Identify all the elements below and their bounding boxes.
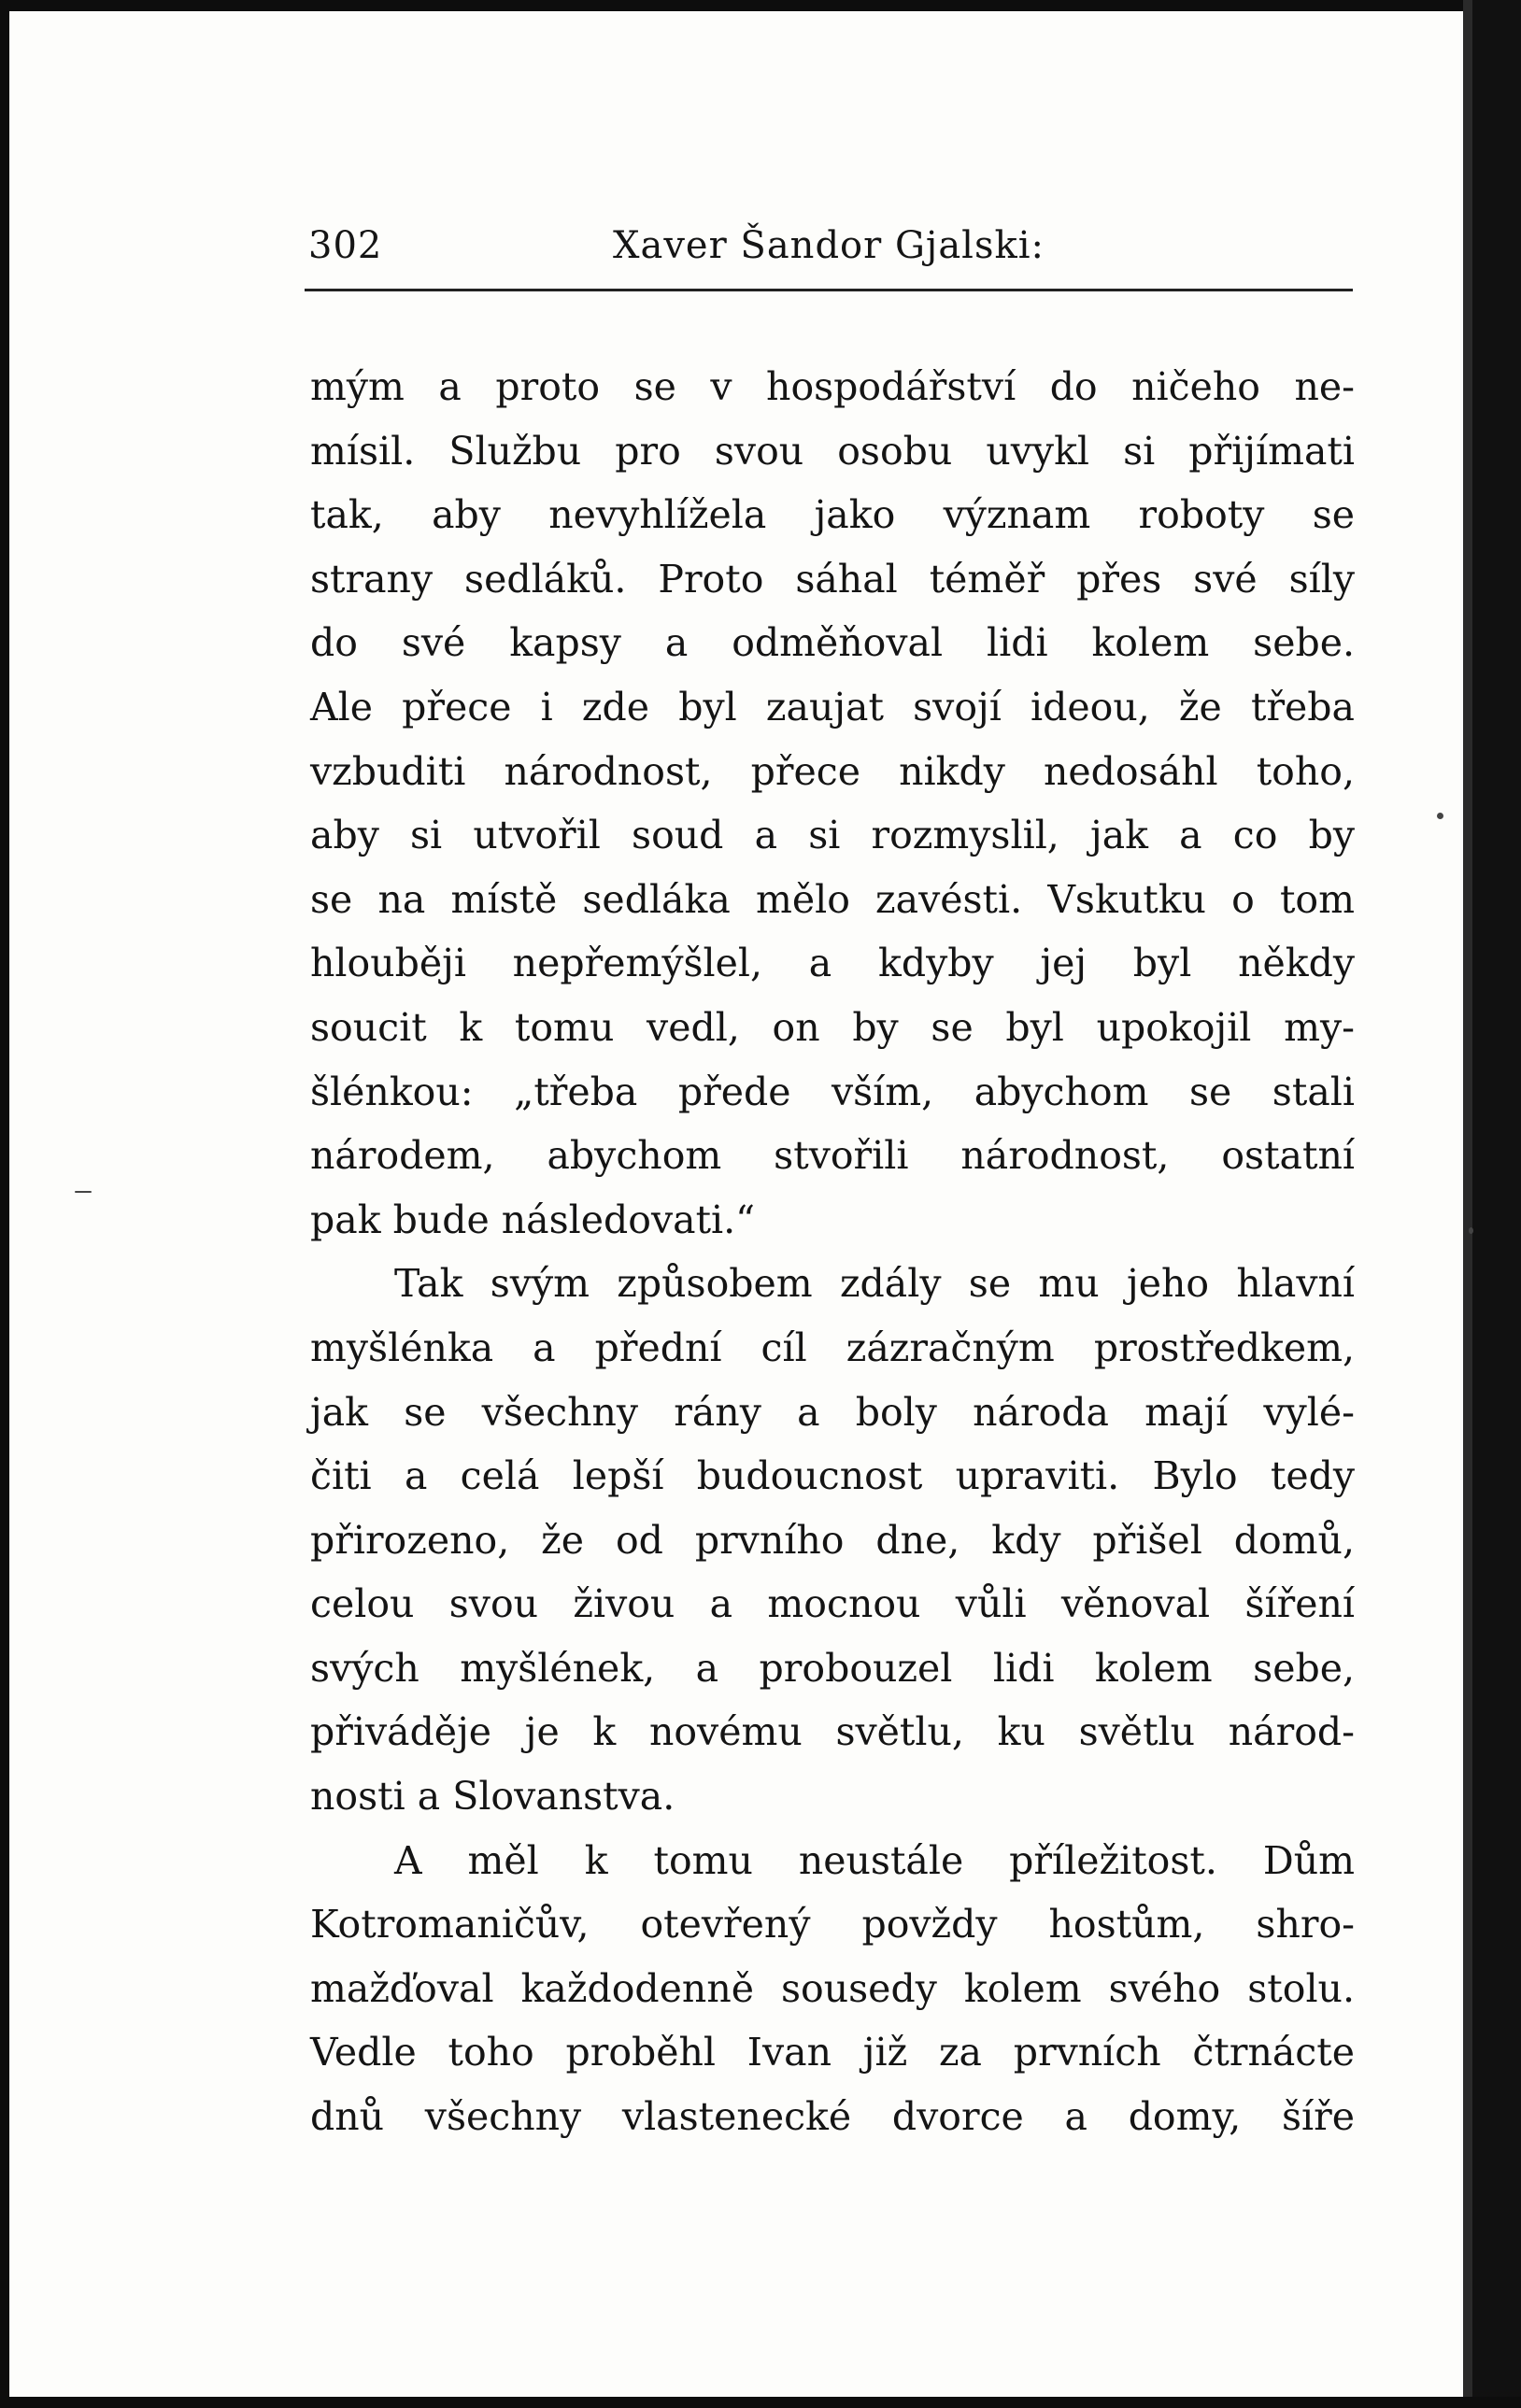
speck bbox=[75, 1191, 92, 1193]
text-line: mísil. Službu pro svou osobu uvykl si přijímati bbox=[310, 428, 1355, 474]
scan-border-right bbox=[1472, 0, 1521, 2408]
text-line: šlénkou: „třeba přede vším, abychom se stali bbox=[310, 1069, 1355, 1114]
text-line: tak, aby nevyhlížela jako význam roboty se bbox=[310, 492, 1355, 538]
text-line: Ale přece i zde byl zaujat svojí ideou, že třeba bbox=[310, 684, 1355, 729]
text-line: jak se všechny rány a boly národa mají vylé- bbox=[310, 1389, 1355, 1435]
text-line: hlouběji nepřemýšlel, a kdyby jej byl někdy bbox=[310, 941, 1355, 986]
text-line: národem, abychom stvořili národnost, ostatní bbox=[310, 1133, 1355, 1179]
page-number: 302 bbox=[308, 224, 383, 267]
scan-border-bottom bbox=[0, 2397, 1521, 2408]
text-line: svých myšlének, a probouzel lidi kolem sebe, bbox=[310, 1645, 1355, 1691]
text-line: přiváděje je k novému světlu, ku světlu národ- bbox=[310, 1709, 1355, 1755]
header-rule bbox=[305, 289, 1353, 291]
speck bbox=[1469, 1227, 1473, 1234]
text-line: mým a proto se v hospodářství do ničeho ne- bbox=[310, 364, 1355, 409]
text-line: strany sedláků. Proto sáhal téměř přes své síly bbox=[310, 556, 1355, 602]
speck bbox=[1437, 813, 1443, 819]
text-line: vzbuditi národnost, přece nikdy nedosáhl toho, bbox=[310, 748, 1355, 794]
text-line: pak bude následovati.“ bbox=[310, 1197, 756, 1242]
scan-border-left bbox=[0, 0, 9, 2408]
text-line: čiti a celá lepší budoucnost upraviti. Bylo tedy bbox=[310, 1453, 1355, 1499]
text-line: do své kapsy a odměňoval lidi kolem sebe. bbox=[310, 620, 1355, 666]
book-page bbox=[9, 11, 1463, 2397]
text-line: Kotromaničův, otevřený povždy hostům, shro- bbox=[310, 1902, 1355, 1948]
text-body bbox=[310, 355, 1355, 2149]
text-line: myšlénka a přední cíl zázračným prostředkem, bbox=[310, 1324, 1355, 1370]
text-line: A měl k tomu neustále příležitost. Dům bbox=[394, 1837, 1355, 1883]
text-line: aby si utvořil soud a si rozmyslil, jak a co by bbox=[310, 813, 1355, 858]
text-line: přirozeno, že od prvního dne, kdy přišel domů, bbox=[310, 1517, 1355, 1563]
text-line: Tak svým způsobem zdály se mu jeho hlavní bbox=[394, 1261, 1355, 1307]
text-line: soucit k tomu vedl, on by se byl upokojil my- bbox=[310, 1004, 1355, 1050]
running-head bbox=[308, 224, 1355, 280]
text-line: se na místě sedláka mělo zavésti. Vskutku o tom bbox=[310, 876, 1355, 922]
running-title: Xaver Šandor Gjalski: bbox=[613, 224, 1045, 267]
text-line: nosti a Slovanstva. bbox=[310, 1774, 675, 1820]
text-line: Vedle toho proběhl Ivan již za prvních čtrnácte bbox=[310, 2030, 1355, 2075]
text-line: mažďoval každodenně sousedy kolem svého stolu. bbox=[310, 1965, 1355, 2011]
text-line: celou svou živou a mocnou vůli věnoval šíření bbox=[310, 1581, 1355, 1627]
text-line: dnů všechny vlastenecké dvorce a domy, šíře bbox=[310, 2094, 1355, 2140]
scan-border-top bbox=[0, 0, 1521, 11]
scan-border-right-inner bbox=[1463, 0, 1472, 2408]
